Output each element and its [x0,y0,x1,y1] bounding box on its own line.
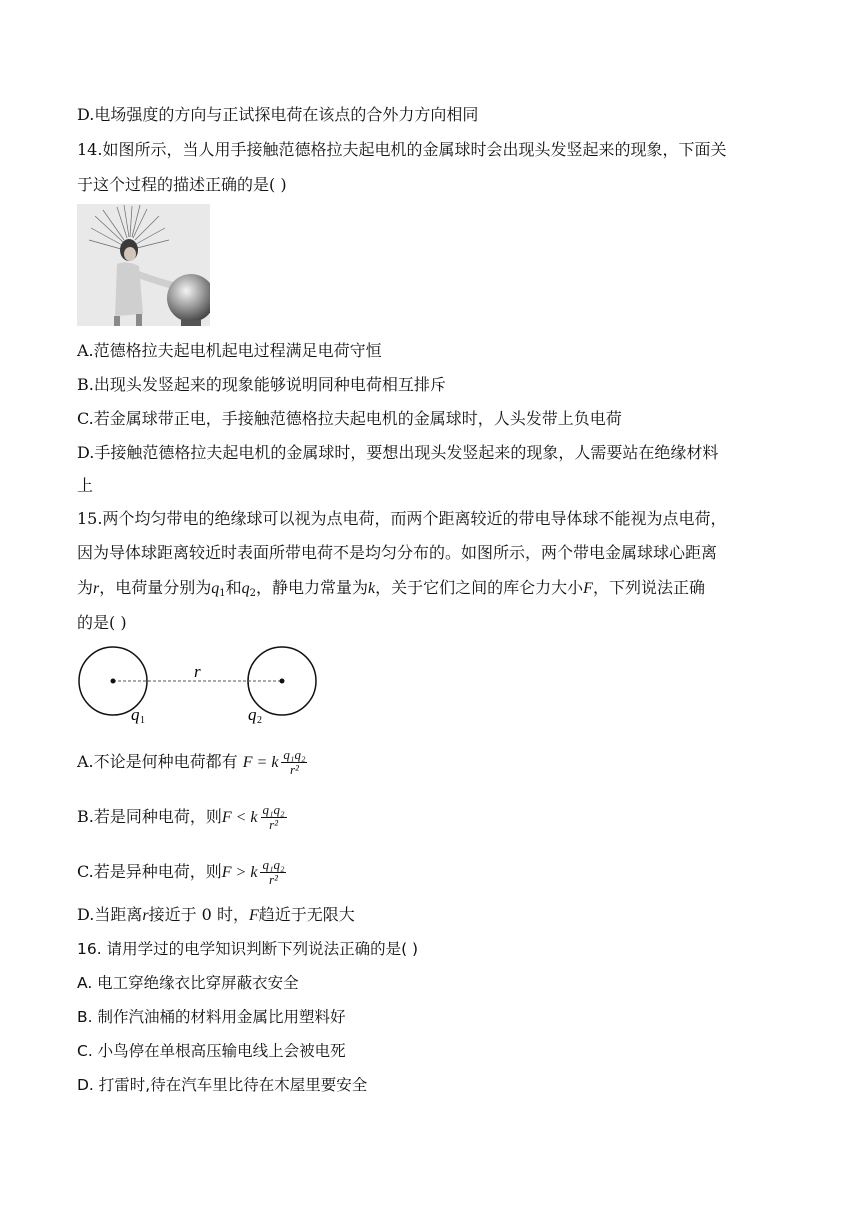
numerator: q₁q₂ [262,802,285,817]
q14-option-d-line2: 上 [77,476,94,495]
text: ，关于它们之间的库仑力大小 [375,578,584,597]
var-F: F [583,580,593,597]
text: 接近于 0 时， [148,905,249,924]
text: B.若是同种电荷，则 [77,807,222,826]
q15-stem-line1: 15.两个均匀带电的绝缘球可以视为点电荷，而两个距离较近的带电导体球不能视为点电荷， [77,509,727,528]
center-dot-2 [280,679,285,684]
q16-option-d: D. 打雷时,待在汽车里比待在木屋里要安全 [77,1076,368,1094]
van-de-graaff-photo [77,204,210,326]
two-spheres-diagram [77,645,322,725]
q14-option-c: C.若金属球带正电，手接触范德格拉夫起电机的金属球时，人头发带上负电荷 [77,409,622,428]
subscript: 1 [219,588,226,599]
text: ，下列说法正确 [592,578,705,597]
text: C.若是异种电荷，则 [77,862,222,881]
text: 趋近于无限大 [258,905,355,924]
denominator: r² [268,872,278,887]
numerator: q₁q₂ [283,747,306,762]
q14-option-b: B.出现头发竖起来的现象能够说明同种电荷相互排斥 [77,375,446,394]
var-k: k [368,580,376,597]
q15-option-b [77,803,287,832]
q13-option-d: D.电场强度的方向与正试探电荷在该点的合外力方向相同 [77,105,479,124]
q14-option-a: A.范德格拉夫起电机起电过程满足电荷守恒 [77,341,382,360]
var-q2: q [241,580,250,597]
label-q2-sub: 2 [257,715,262,725]
denominator: r² [289,762,299,777]
label-q1: q [131,705,140,724]
q14-option-d-line1: D.手接触范德格拉夫起电机的金属球时，要想出现头发竖起来的现象，人需要站在绝缘材料 [77,443,719,462]
coulomb-fraction [281,748,307,777]
q14-stem-line2: 于这个过程的描述正确的是( ) [77,175,287,194]
q15-option-a [77,748,307,777]
q16-option-a: A. 电工穿绝缘衣比穿屏蔽衣安全 [77,974,299,992]
q16-option-b: B. 制作汽油桶的材料用金属比用塑料好 [77,1008,346,1026]
text: D.当距离 [77,905,143,924]
q15-stem-line2: 因为导体球距离较近时表面所带电荷不是均匀分布的。如图所示，两个带电金属球球心距离 [77,543,718,562]
coulomb-fraction [260,858,286,887]
text: 和 [225,578,242,597]
q15-stem-line4: 的是( ) [77,613,127,632]
numerator: q₁q₂ [262,857,285,872]
center-dot-1 [111,679,116,684]
q15-option-c [77,858,286,887]
label-r: r [194,662,201,681]
text: ，静电力常量为 [256,578,369,597]
var-q1: q [211,580,220,597]
relation: F > k [221,864,258,881]
label-q1-sub: 1 [140,715,145,725]
q16-stem: 16. 请用学过的电学知识判断下列说法正确的是( ) [77,940,419,958]
text: 为 [77,578,94,597]
text: A.不论是何种电荷都有 [77,752,238,771]
var-r: r [93,580,100,597]
relation: F = k [242,754,279,771]
var-r: r [142,907,149,924]
q15-stem-line3 [77,577,705,605]
subscript: 2 [249,588,257,599]
var-F: F [248,907,259,924]
text: ，电荷量分别为 [99,578,212,597]
q15-option-d [77,904,355,927]
label-q2: q [248,705,257,724]
relation: F < k [221,809,258,826]
q14-stem-line1: 14.如图所示，当人用手接触范德格拉夫起电机的金属球时会出现头发竖起来的现象，下面关 [77,140,727,159]
denominator: r² [269,817,279,832]
coulomb-fraction [261,803,287,832]
q16-option-c: C. 小鸟停在单根高压输电线上会被电死 [77,1042,346,1060]
